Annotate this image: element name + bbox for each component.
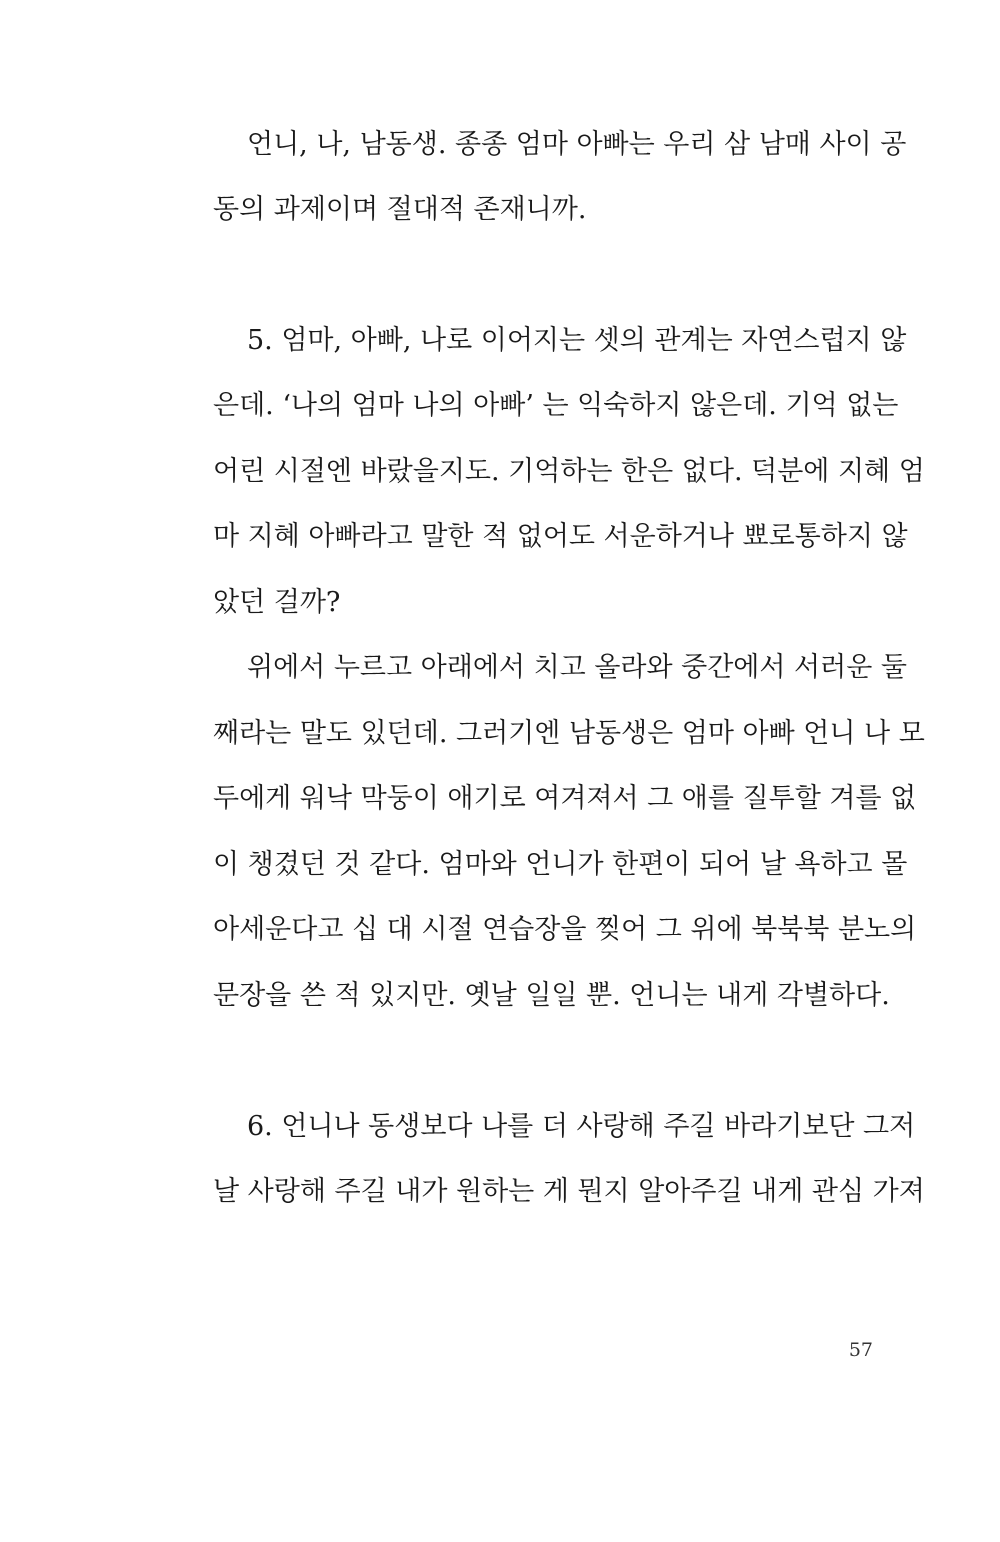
text-line: 5. 엄마, 아빠, 나로 이어지는 셋의 관계는 자연스럽지 않: [247, 325, 907, 356]
page-number: 57: [848, 1339, 873, 1361]
text-line: 았던 걸까?: [213, 587, 341, 618]
text-line: 은데. ‘나의 엄마 나의 아빠’ 는 익숙하지 않은데. 기억 없는: [213, 390, 899, 421]
text-line: 두에게 워낙 막둥이 애기로 여겨져서 그 애를 질투할 겨를 없: [213, 783, 917, 814]
text-line: 째라는 말도 있던데. 그러기엔 남동생은 엄마 아빠 언니 나 모: [213, 718, 925, 749]
text-line: 날 사랑해 주길 내가 원하는 게 뭔지 알아주길 내게 관심 가져: [213, 1176, 925, 1207]
text-line: 어린 시절엔 바랐을지도. 기억하는 한은 없다. 덕분에 지혜 엄: [213, 456, 925, 487]
text-line: 6. 언니나 동생보다 나를 더 사랑해 주길 바라기보단 그저: [247, 1111, 916, 1142]
text-line: 언니, 나, 남동생. 종종 엄마 아빠는 우리 삼 남매 사이 공: [247, 129, 907, 160]
text-line: 마 지혜 아빠라고 말한 적 없어도 서운하거나 뾰로통하지 않: [213, 521, 908, 552]
text-line: 이 챙겼던 것 같다. 엄마와 언니가 한편이 되어 날 욕하고 몰: [213, 849, 908, 880]
text-line: 위에서 누르고 아래에서 치고 올라와 중간에서 서러운 둘: [247, 652, 907, 683]
text-line: 아세운다고 십 대 시절 연습장을 찢어 그 위에 북북북 분노의: [213, 914, 917, 945]
text-line: 동의 과제이며 절대적 존재니까.: [213, 194, 587, 225]
text-line: 문장을 쓴 적 있지만. 옛날 일일 뿐. 언니는 내게 각별하다.: [213, 980, 890, 1011]
